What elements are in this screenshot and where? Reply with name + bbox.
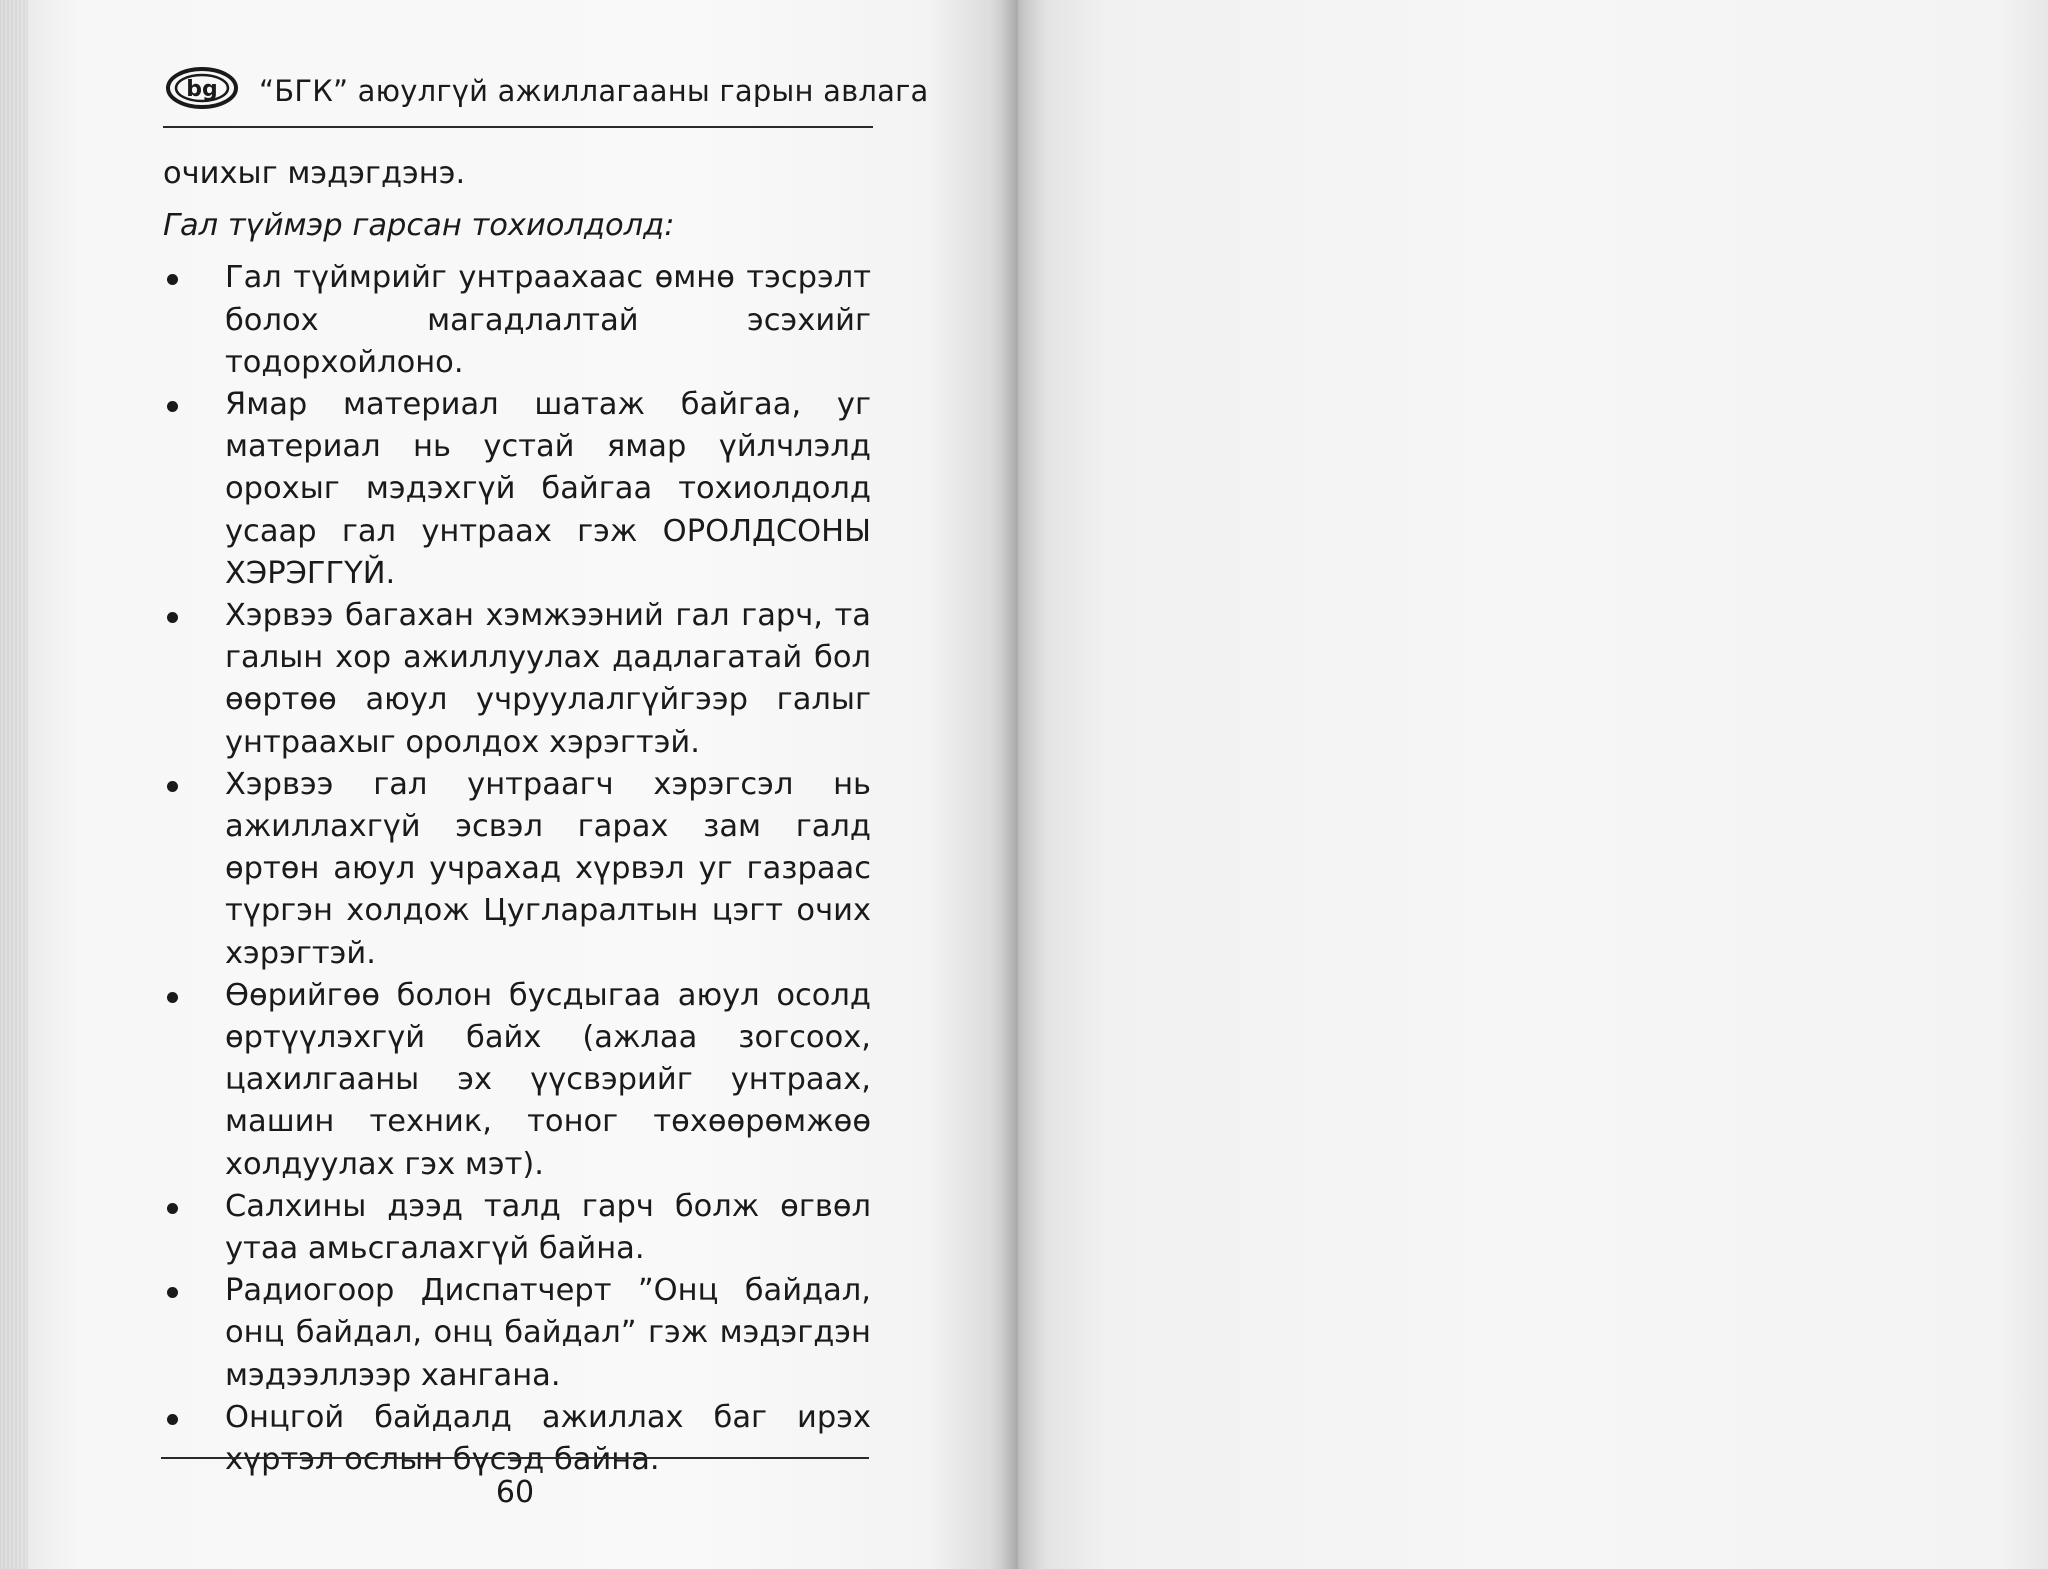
list-item-text: Онцгой байдалд ажиллах баг ирэх хүртэл ослын бүсэд байна. [225,1399,871,1478]
continued-paragraph: очихыг мэдэгдэнэ. [163,156,466,191]
list-item [163,1186,871,1270]
bullet-icon [167,992,178,1003]
footer-divider [161,1457,869,1459]
bullet-icon [167,1203,178,1214]
bullet-list [163,257,871,1481]
bullet-icon [167,401,178,412]
list-item-text: Салхины дээд талд гарч болж өгвөл утаа амьсгалахгүй байна. [225,1188,871,1267]
list-item [163,1397,871,1481]
list-item-text: Хэрвээ гал унтраагч хэрэгсэл нь ажиллахгүй эсвэл гарах зам галд өртөн аюул учрахад хүрвэл уг газраас түргэн холдож Цугларалтын цэгт очих хэрэгтэй. [225,766,871,971]
section-subheading: Гал түймэр гарсан тохиолдолд: [163,208,675,244]
bullet-icon [167,781,178,792]
list-item-text: Радиогоор Диспатчерт ”Онц байдал, онц байдал, онц байдал” гэж мэдэгдэн мэдээллээр хангана. [225,1273,871,1393]
list-item [163,384,871,595]
list-item-text: Ямар материал шатаж байгаа, уг материал нь устай ямар үйлчлэлд орохыг мэдэхгүй байгаа тохиолдолд усаар гал унтраах гэж ОРОЛДСОНЫ ХЭРЭГГҮЙ. [225,387,871,591]
page-body [163,153,871,1481]
bullet-icon [167,1287,178,1298]
bullet-icon [167,1414,178,1425]
list-item [163,257,871,384]
list-item-text: Хэрвээ багахан хэмжээний гал гарч, та галын хор ажиллуулах дадлагатай бол өөртөө аюул учруулалгүйгээр галыг унтраахыг оролдох хэрэгтэй. [225,598,871,760]
header-title: “БГК” аюулгүй ажиллагааны гарын авлага [259,74,929,108]
company-logo-icon [165,66,239,110]
page-number: 60 [495,1475,535,1510]
page-stack-edge [0,0,28,1569]
list-item [163,1270,871,1397]
list-item-text: Өөрийгөө болон бусдыгаа аюул осолд өртүүлэхгүй байх (ажлаа зогсоох, цахилгааны эх үүсвэрийг унтраах, машин техник, тоног төхөөрөмжөө холдуулах гэх мэт). [225,977,871,1182]
list-item [163,595,871,764]
svg-text:bg: bg [186,77,218,102]
bullet-icon [167,274,178,285]
bullet-icon [167,612,178,623]
book-gutter [990,0,1050,1569]
right-page-blank [1018,0,2048,1569]
list-item-text: Гал түймрийг унтраахаас өмнө тэсрэлт болох магадлалтай эсэхийг тодорхойлоно. [225,260,871,380]
list-item [163,764,871,975]
running-header [163,60,929,128]
list-item [163,975,871,1186]
